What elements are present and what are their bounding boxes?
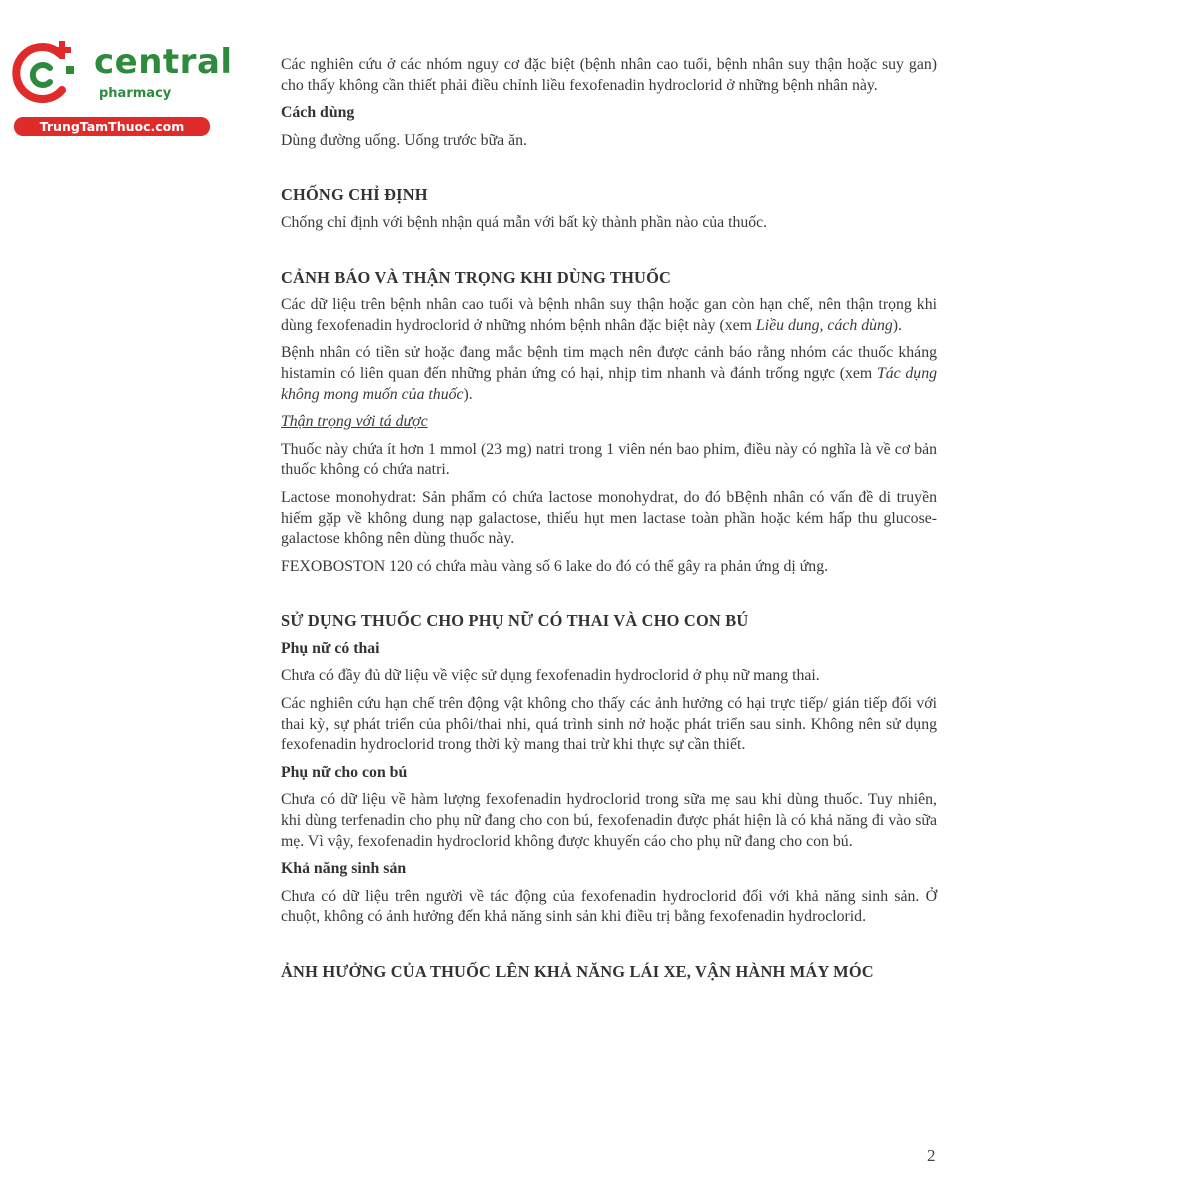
subheading-fertility: Khả năng sinh sản [281,860,407,878]
pharmacy-logo [10,38,233,138]
heading-canh-bao: CẢNH BÁO VÀ THẬN TRỌNG KHI DÙNG THUỐC [281,267,672,287]
brand-subtitle: pharmacy [99,86,172,101]
central-pharmacy-logo-icon [10,38,80,108]
heading-driving: ẢNH HƯỞNG CỦA THUỐC LÊN KHẢ NĂNG LÁI XE, VẬN HÀNH MÁY MÓC [281,962,874,981]
paragraph-pregnancy-animal: Các nghiên cứu hạn chế trên động vật không cho thấy các ảnh hưởng có hại trực tiếp/ gián tiếp đối với thai kỳ, sự phát triển của phôi/thai nhi, quá trình sinh nở hoặc phát triển sau sinh. Không nên sử dụng fexofenadin hydroclorid trong thời kỳ mang thai trừ khi thực sự cần thiết. [281,695,937,754]
paragraph-lactose: Lactose monohydrat: Sản phẩm có chứa lactose monohydrat, do đó bBệnh nhân có vấn đề di truyền hiếm gặp về không dung nạp galactose, thiếu hụt men lactase toàn phần hoặc kém hấp thu glucose-galactose không nên dùng thuốc này. [281,488,937,548]
text-segment: ). [463,385,473,403]
paragraph-fertility: Chưa có dữ liệu trên người về tác động của fexofenadin hydroclorid đối với khả năng sinh sản. Ở chuột, không có ảnh hưởng đến khả năng sinh sản khi điều trị bằng fexofenadin hydroclorid. [281,887,937,926]
paragraph-special-groups: Các nghiên cứu ở các nhóm nguy cơ đặc biệt (bệnh nhân cao tuổi, bệnh nhân suy thận hoặc suy gan) cho thấy không cần thiết phải điều chỉnh liều fexofenadin hydroclorid ở những bệnh nhân này. [281,56,937,94]
document-body [281,55,937,983]
brand-name: central [94,42,233,82]
text-segment: Bệnh nhân có tiền sử hoặc đang mắc bệnh tim mạch nên được cảnh báo rằng nhóm các thuốc kháng histamin có liên quan đến những phản ứng có hại, nhịp tim nhanh và đánh trống ngực (xem [281,344,937,382]
paragraph-cardiac-caution [281,343,937,405]
paragraph-elderly-caution [281,295,937,336]
paragraph-sodium: Thuốc này chứa ít hơn 1 mmol (23 mg) natri trong 1 viên nén bao phim, điều này có nghĩa là về cơ bản thuốc không có chứa natri. [281,440,937,479]
subheading-lactation: Phụ nữ cho con bú [281,763,408,781]
page-number: 2 [927,1146,936,1165]
subheading-excipients: Thận trọng với tá dược [281,413,428,431]
paragraph-lactation: Chưa có dữ liệu về hàm lượng fexofenadin hydroclorid trong sữa mẹ sau khi dùng thuốc. Tuy nhiên, khi dùng terfenadin cho phụ nữ đang cho con bú, fexofenadin được phát hiện là có khả năng đi vào sữa mẹ. Vì vậy, fexofenadin hydroclorid không được khuyến cáo cho phụ nữ đang cho con bú. [281,791,937,850]
heading-pregnancy-lactation: SỬ DỤNG THUỐC CHO PHỤ NỮ CÓ THAI VÀ CHO CON BÚ [281,611,749,631]
cross-reference: Tác dụng không mong muốn của thuốc [281,364,937,403]
paragraph-chong-chi-dinh: Chống chỉ định với bệnh nhận quá mẫn với bất kỳ thành phần nào của thuốc. [281,213,768,231]
paragraph-yellow-dye: FEXOBOSTON 120 có chứa màu vàng số 6 lake do đó có thể gây ra phản ứng dị ứng. [281,557,829,575]
cross-reference: Liều dung, cách dùng [755,316,893,334]
text-segment: Các dữ liệu trên bệnh nhân cao tuổi và bệnh nhân suy thận hoặc gan còn hạn chế, nên thận trọng khi dùng fexofenadin hydroclorid ở những nhóm bệnh nhân đặc biệt này (xem [281,296,937,334]
heading-chong-chi-dinh: CHỐNG CHỈ ĐỊNH [281,185,428,205]
paragraph-pregnancy-data: Chưa có đầy đủ dữ liệu về việc sử dụng fexofenadin hydroclorid ở phụ nữ mang thai. [281,667,820,685]
paragraph-cach-dung: Dùng đường uống. Uống trước bữa ăn. [281,131,527,149]
text-segment: ). [892,316,903,334]
subheading-cach-dung: Cách dùng [281,104,355,122]
subheading-pregnancy: Phụ nữ có thai [281,639,380,657]
brand-website-badge: TrungTamThuoc.com [14,117,210,136]
